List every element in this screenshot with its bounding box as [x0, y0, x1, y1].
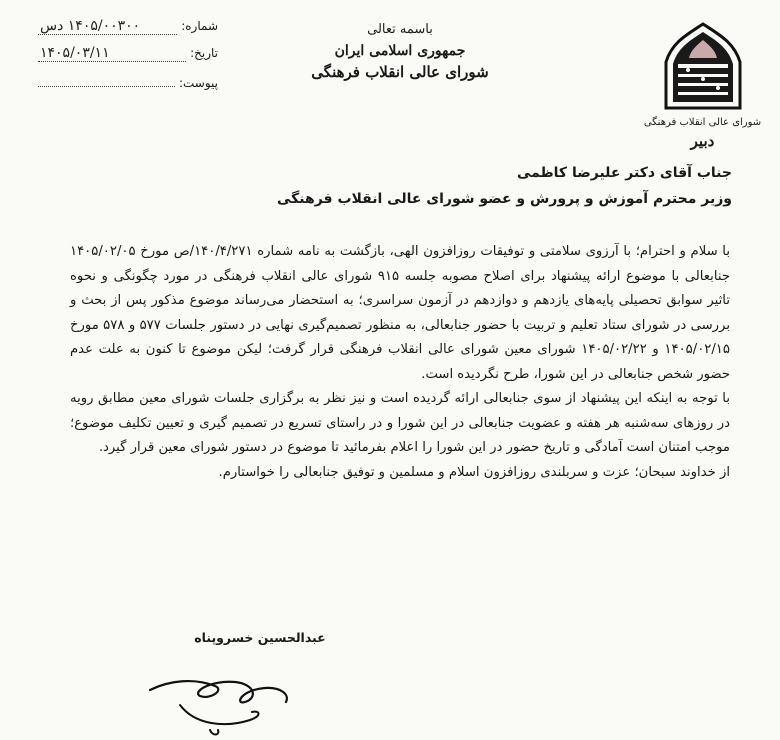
- meta-number-row: [38, 18, 218, 35]
- letter-meta: [38, 18, 218, 100]
- emblem-caption: شورای عالی انقلاب فرهنگی: [643, 117, 762, 128]
- addressee-block: [277, 165, 732, 217]
- number-label: شماره:: [181, 19, 218, 33]
- attachment-label: پیوست:: [178, 76, 218, 90]
- addressee-title: وزیر محترم آموزش و پرورش و عضو شورای عالی انقلاب فرهنگی: [276, 191, 732, 207]
- letterhead-title: [300, 22, 500, 81]
- letter-body: [70, 240, 730, 485]
- emblem-sign-text: دبیر: [690, 132, 715, 150]
- attachment-value: [38, 72, 175, 87]
- meta-date-row: [38, 45, 218, 62]
- signature-image: [140, 650, 320, 740]
- signatory-name: عبدالحسین خسروپناه: [194, 630, 326, 645]
- date-value: ۱۴۰۵/۰۳/۱۱: [38, 45, 186, 62]
- body-paragraph-3: از خداوند سبحان؛ عزت و سربلندی روزافزون اسلام و مسلمین و توفیق جنابعالی را خواستارم.: [218, 464, 730, 480]
- body-paragraph-1: با سلام و احترام؛ با آرزوی سلامتی و توفیقات روزافزون الهی، بازگشت به نامه شماره ۱۴۰/۴/۲۷۱/ص مورخ ۱۴۰۵/۰۲/۰۵ جنابعالی با موضوع ارائه پیشنهاد برای اصلاح مصوبه جلسه ۹۱۵ شورای عالی انقلاب فرهنگی در مورد چگونگی و نحوه تاثیر سوابق تحصیلی پایه‌های یازدهم و دوازدهم در آزمون سراسری؛ به استحضار می‌رساند موضوع مذکور پس از بحث و بررسی در شورای ستاد تعلیم و تربیت با حضور جنابعالی، به منظور تصمیم‌گیری نهایی در دستور جلسات ۵۷۷ و ۵۷۸ مورخ ۱۴۰۵/۰۲/۱۵ و ۱۴۰۵/۰۲/۲۲ شورای معین شورای عالی انقلاب فرهنگی قرار گرفت؛ لیکن موضوع تا کنون به علت عدم حضور شخص جنابعالی در این شورا، طرح نگردیده است.: [70, 244, 730, 382]
- republic-text: جمهوری اسلامی ایران: [334, 43, 466, 59]
- council-text: شورای عالی انقلاب فرهنگی: [311, 63, 489, 81]
- date-label: تاریخ:: [190, 46, 218, 60]
- number-value: ۱۴۰۵/۰۰۳۰۰ دس: [38, 18, 177, 35]
- meta-attachment-row: [38, 72, 218, 90]
- emblem-icon: [658, 20, 748, 115]
- bismillah-text: باسمه تعالی: [367, 22, 433, 37]
- signature-block: [160, 630, 360, 740]
- body-paragraph-2: با توجه به اینکه این پیشنهاد از سوی جنابعالی ارائه گردیده است و نیز نظر به برگزاری جلسات شورای معین مطابق رویه در روزهای سه‌شنبه هر هفته و عضویت جنابعالی در این شورا و در راستای تسریع در تصمیم گیری و تعیین تکلیف موضوع؛ موجب امتنان است آمادگی و تاریخ حضور در این شورا را اعلام بفرمائید تا موضوع در دستور شورای معین قرار گیرد.: [70, 391, 730, 455]
- addressee-name: جناب آقای دکتر علیرضا کاظمی: [516, 165, 732, 181]
- council-emblem: [640, 20, 765, 150]
